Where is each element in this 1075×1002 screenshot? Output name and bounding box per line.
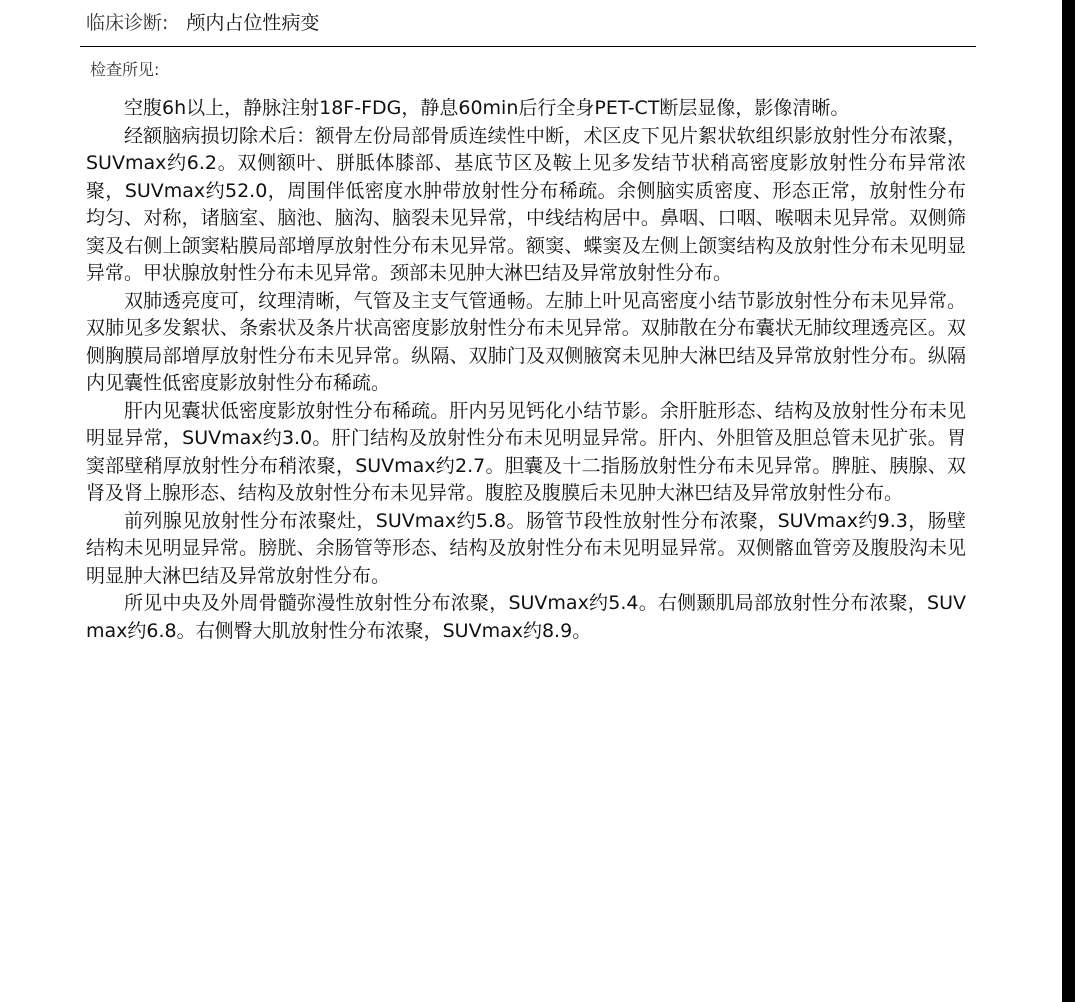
clinical-diagnosis-row <box>86 6 319 36</box>
clinical-diagnosis-value: 颅内占位性病变 <box>186 11 320 34</box>
clinical-diagnosis-label: 临床诊断: <box>86 11 169 34</box>
findings-paragraph-head-neck: 经额脑病损切除术后：额骨左份局部骨质连续性中断，术区皮下见片絮状软组织影放射性分布浓聚，SUVmax约6.2。双侧额叶、胼胝体膝部、基底节区及鞍上见多发结节状稍高密度影放射性分布异常浓聚，SUVmax约52.0，周围伴低密度水肿带放射性分布稀疏。余侧脑实质密度、形态正常，放射性分布均匀、对称，诸脑室、脑池、脑沟、脑裂未见异常，中线结构居中。鼻咽、口咽、喉咽未见异常。双侧筛窦及右侧上颌窦粘膜局部增厚放射性分布未见异常。额窦、蝶窦及左侧上颌窦结构及放射性分布未见明显异常。甲状腺放射性分布未见异常。颈部未见肿大淋巴结及异常放射性分布。 <box>86 124 966 284</box>
findings-paragraph-chest: 双肺透亮度可，纹理清晰，气管及主支气管通畅。左肺上叶见高密度小结节影放射性分布未见异常。双肺见多发絮状、条索状及条片状高密度影放射性分布未见异常。双肺散在分布囊状无肺纹理透亮区。双侧胸膜局部增厚放射性分布未见异常。纵隔、双肺门及双侧腋窝未见肿大淋巴结及异常放射性分布。纵隔内见囊性低密度影放射性分布稀疏。 <box>86 289 966 394</box>
findings-paragraph-abdomen: 肝内见囊状低密度影放射性分布稀疏。肝内另见钙化小结节影。余肝脏形态、结构及放射性分布未见明显异常，SUVmax约3.0。肝门结构及放射性分布未见明显异常。肝内、外胆管及胆总管未见扩张。胃窦部壁稍厚放射性分布稍浓聚，SUVmax约2.7。胆囊及十二指肠放射性分布未见异常。脾脏、胰腺、双肾及肾上腺形态、结构及放射性分布未见异常。腹腔及腹膜后未见肿大淋巴结及异常放射性分布。 <box>86 399 966 504</box>
header-divider <box>80 46 976 47</box>
right-edge-bar <box>1062 0 1075 1002</box>
findings-paragraph-musculoskeletal: 所见中央及外周骨髓弥漫性放射性分布浓聚，SUVmax约5.4。右侧颞肌局部放射性分布浓聚，SUVmax约6.8。右侧臀大肌放射性分布浓聚，SUVmax约8.9。 <box>86 592 966 642</box>
findings-paragraph-pelvis: 前列腺见放射性分布浓聚灶，SUVmax约5.8。肠管节段性放射性分布浓聚，SUVmax约9.3，肠壁结构未见明显异常。膀胱、余肠管等形态、结构及放射性分布未见明显异常。双侧髂血管旁及腹股沟未见明显肿大淋巴结及异常放射性分布。 <box>86 509 966 587</box>
findings-paragraph-scan-protocol: 空腹6h以上，静脉注射18F-FDG，静息60min后行全身PET-CT断层显像，影像清晰。 <box>124 97 850 119</box>
findings-heading: 检查所见: <box>90 60 160 79</box>
findings-body <box>86 95 966 645</box>
